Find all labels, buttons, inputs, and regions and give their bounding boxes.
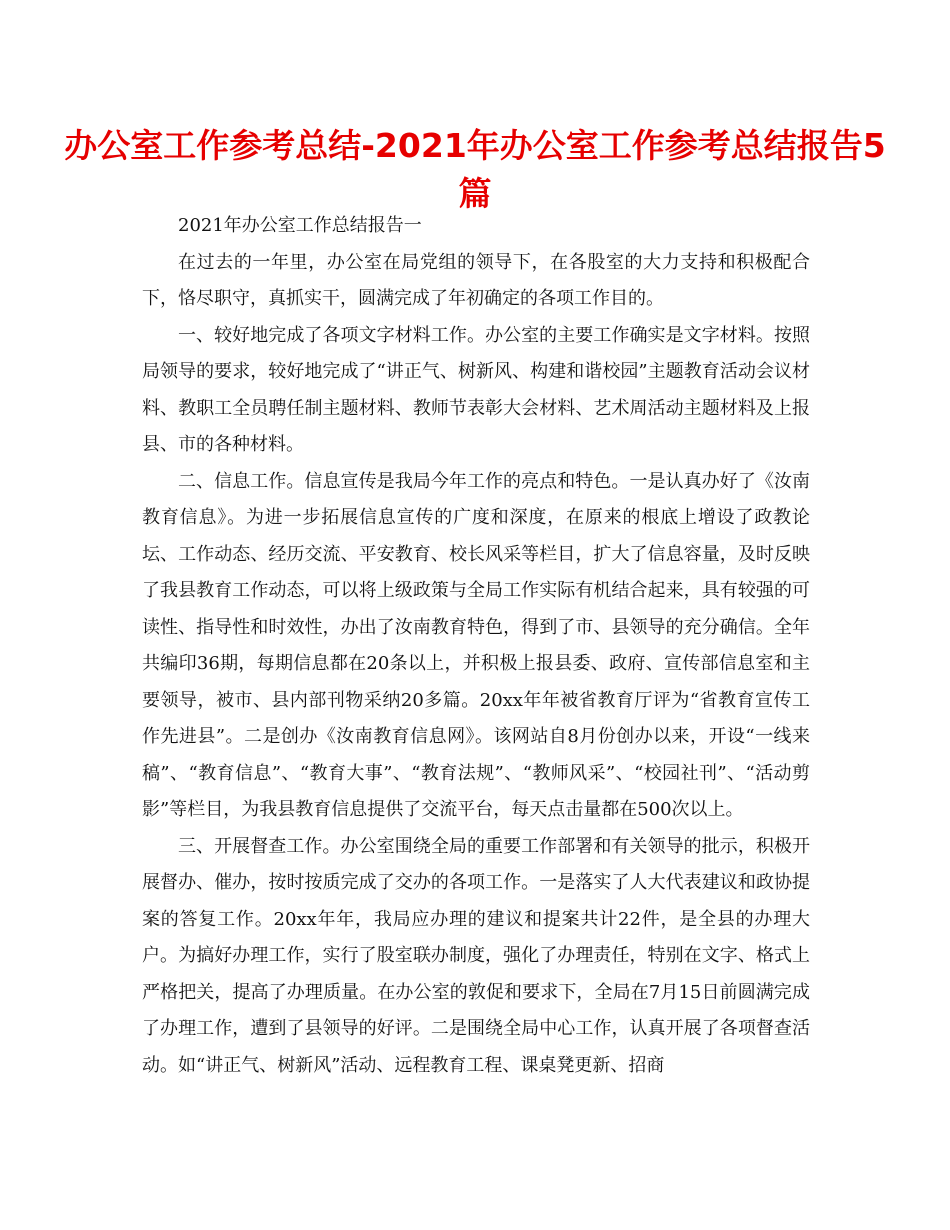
paragraph-section-3: 三、开展督查工作。办公室围绕全局的重要工作部署和有关领导的批示，积极开展督办、催办，按时按质完成了交办的各项工作。一是落实了人大代表建议和政协提案的答复工作。20xx年年，我局应办理的建议和提案共计22件，是全县的办理大户。为搞好办理工作，实行了股室联办制度，强化了办理责任，特别在文字、格式上严格把关，提高了办理质量。在办公室的敦促和要求下，全局在7月15日前圆满完成了办理工作，遭到了县领导的好评。二是围绕全局中心工作，认真开展了各项督查活动。如“讲正气、树新风”活动、远程教育工程、课桌凳更新、招商 — [142, 835, 810, 1076]
paragraph-section-2: 二、信息工作。信息宣传是我局今年工作的亮点和特色。一是认真办好了《汝南教育信息》。为进一步拓展信息宣传的广度和深度，在原来的根底上增设了政教论坛、工作动态、经历交流、平安教育、校长风采等栏目，扩大了信息容量，及时反映了我县教育工作动态，可以将上级政策与全局工作实际有机结合起来，具有较强的可读性、指导性和时效性，办出了汝南教育特色，得到了市、县领导的充分确信。全年共编印36期，每期信息都在20条以上，并积极上报县委、政府、宣传部信息室和主要领导，被市、县内部刊物采纳20多篇。20xx年年被省教育厅评为“省教育宣传工作先进县”。二是创办《汝南教育信息网》。该网站自8月份创办以来，开设“一线来稿”、“教育信息”、“教育大事”、“教育法规”、“教师风采”、“校园社刊”、“活动剪影”等栏目，为我县教育信息提供了交流平台，每天点击量都在500次以上。 — [142, 470, 810, 820]
document-body — [142, 208, 810, 1084]
document-title: 办公室工作参考总结-2021年办公室工作参考总结报告5篇 — [64, 126, 886, 213]
paragraph-intro: 在过去的一年里，办公室在局党组的领导下，在各股室的大力支持和积极配合下，恪尽职守，真抓实干，圆满完成了年初确定的各项工作目的。 — [142, 251, 810, 309]
section-heading: 2021年办公室工作总结报告一 — [178, 215, 422, 236]
paragraph-section-1: 一、较好地完成了各项文字材料工作。办公室的主要工作确实是文字材料。按照局领导的要求，较好地完成了“讲正气、树新风、构建和谐校园”主题教育活动会议材料、教职工全员聘任制主题材料、教师节表彰大会材料、艺术周活动主题材料及上报县、市的各种材料。 — [142, 324, 810, 455]
